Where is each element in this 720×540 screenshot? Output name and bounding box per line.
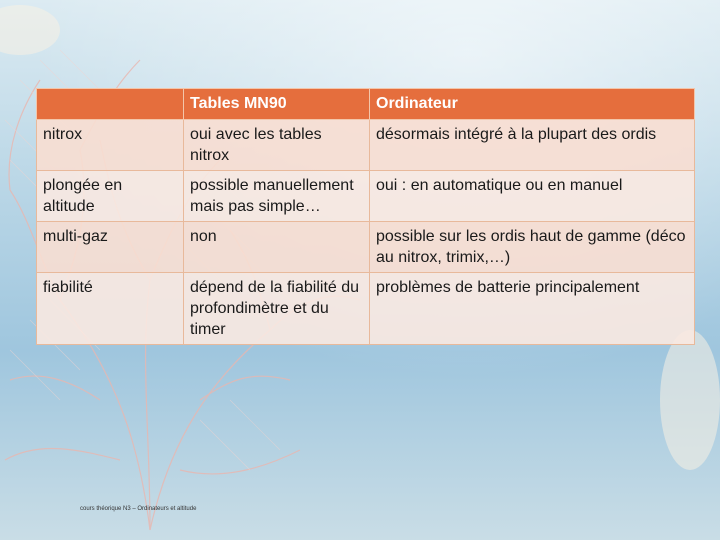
tables-cell: dépend de la fiabilité du profondimètre et du timer [184, 273, 370, 345]
ordinateur-cell: désormais intégré à la plupart des ordis [370, 120, 695, 171]
row-label: plongée en altitude [37, 171, 184, 222]
slide-footer: cours théorique N3 – Ordinateurs et altitude [80, 506, 197, 512]
ordinateur-cell: problèmes de batterie principalement [370, 273, 695, 345]
header-cell-tables: Tables MN90 [184, 89, 370, 120]
tables-cell: non [184, 222, 370, 273]
table-row [37, 273, 695, 345]
comparison-table [36, 88, 695, 345]
table-row [37, 120, 695, 171]
row-label: fiabilité [37, 273, 184, 345]
row-label: nitrox [37, 120, 184, 171]
ordinateur-cell: possible sur les ordis haut de gamme (déco au nitrox, trimix,…) [370, 222, 695, 273]
ordinateur-cell: oui : en automatique ou en manuel [370, 171, 695, 222]
row-label: multi-gaz [37, 222, 184, 273]
header-cell-ordinateur: Ordinateur [370, 89, 695, 120]
header-cell-empty [37, 89, 184, 120]
tables-cell: oui avec les tables nitrox [184, 120, 370, 171]
tables-cell: possible manuellement mais pas simple… [184, 171, 370, 222]
table-row [37, 171, 695, 222]
table-row [37, 222, 695, 273]
table-header-row [37, 89, 695, 120]
